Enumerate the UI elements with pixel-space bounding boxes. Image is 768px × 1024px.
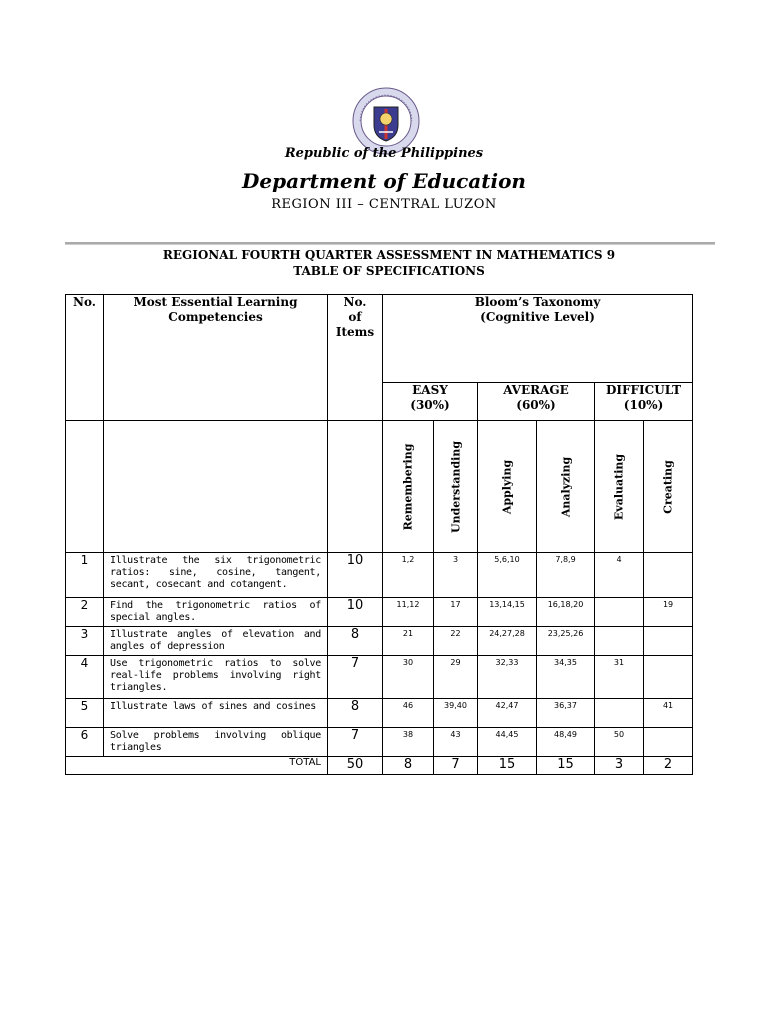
level-remembering: Remembering (401, 443, 415, 530)
bloom-header-line1: Bloom’s Taxonomy (474, 295, 601, 309)
total-applying: 15 (478, 757, 537, 775)
total-understanding: 7 (434, 757, 478, 775)
evaluating-items: 50 (595, 728, 644, 757)
table-row (66, 598, 693, 627)
total-items: 50 (328, 757, 383, 775)
level-remembering-cell (383, 421, 434, 553)
department-heading: Department of Education (242, 169, 526, 193)
competency-text: Use trigonometric ratios to solve real-life problems involving right triangles. (104, 656, 328, 699)
level-analyzing: Analyzing (559, 456, 572, 517)
levels-row-items-blank (328, 421, 383, 553)
competencies-header (104, 295, 328, 421)
item-count: 10 (328, 553, 383, 598)
table-row (66, 553, 693, 598)
analyzing-items: 48,49 (537, 728, 595, 757)
remembering-items: 38 (383, 728, 434, 757)
competencies-header-line2: Competencies (168, 310, 263, 324)
row-number: 5 (66, 699, 104, 728)
total-remembering: 8 (383, 757, 434, 775)
items-header (328, 295, 383, 421)
easy-header-line2: (30%) (410, 398, 450, 412)
difficult-header (595, 383, 693, 421)
applying-items: 44,45 (478, 728, 537, 757)
document-title: REGIONAL FOURTH QUARTER ASSESSMENT IN MATHEMATICS 9 (162, 248, 616, 262)
republic-heading: Republic of the Philippines (284, 146, 484, 161)
easy-header (383, 383, 478, 421)
level-understanding: Understanding (449, 440, 462, 533)
levels-row-competency-blank (104, 421, 328, 553)
competencies-header-line1: Most Essential Learning (133, 295, 298, 309)
item-count: 7 (328, 728, 383, 757)
applying-items: 24,27,28 (478, 627, 537, 656)
item-count: 8 (328, 699, 383, 728)
items-header-line1: No. (343, 295, 367, 309)
evaluating-items: 31 (595, 656, 644, 699)
applying-items: 42,47 (478, 699, 537, 728)
level-applying: Applying (500, 459, 514, 514)
row-number: 3 (66, 627, 104, 656)
item-count: 10 (328, 598, 383, 627)
bloom-header (383, 295, 693, 383)
level-applying-cell (478, 421, 537, 553)
total-analyzing: 15 (537, 757, 595, 775)
evaluating-items: 4 (595, 553, 644, 598)
applying-items: 13,14,15 (478, 598, 537, 627)
difficult-header-line2: (10%) (623, 398, 664, 412)
competency-text: Illustrate angles of elevation and angles of depression (104, 627, 328, 656)
items-header-line2: of (348, 310, 362, 324)
deped-seal-logo (352, 87, 420, 155)
difficult-header-line1: DIFFICULT (606, 383, 682, 397)
analyzing-items: 16,18,20 (537, 598, 595, 627)
row-number: 4 (66, 656, 104, 699)
row-number: 6 (66, 728, 104, 757)
total-row (66, 757, 693, 775)
understanding-items: 39,40 (434, 699, 478, 728)
average-header (478, 383, 595, 421)
level-creating-cell (644, 421, 693, 553)
understanding-items: 3 (434, 553, 478, 598)
analyzing-items: 7,8,9 (537, 553, 595, 598)
evaluating-items (595, 598, 644, 627)
header-row-1 (66, 295, 693, 383)
levels-row (66, 421, 693, 553)
total-creating: 2 (644, 757, 693, 775)
level-understanding-cell (434, 421, 478, 553)
competency-text: Solve problems involving oblique triangles (104, 728, 328, 757)
understanding-items: 29 (434, 656, 478, 699)
competency-text: Illustrate the six trigonometric ratios: sine, cosine, tangent, secant, cosecant and cotangent. (104, 553, 328, 598)
applying-items: 32,33 (478, 656, 537, 699)
understanding-items: 43 (434, 728, 478, 757)
remembering-items: 30 (383, 656, 434, 699)
analyzing-items: 36,37 (537, 699, 595, 728)
level-evaluating-cell (595, 421, 644, 553)
item-count: 7 (328, 656, 383, 699)
levels-row-no-blank (66, 421, 104, 553)
total-label: TOTAL (66, 757, 328, 775)
row-number: 2 (66, 598, 104, 627)
table-row (66, 699, 693, 728)
header-divider (65, 242, 715, 245)
analyzing-items: 23,25,26 (537, 627, 595, 656)
remembering-items: 21 (383, 627, 434, 656)
easy-header-line1: EASY (412, 383, 448, 397)
bloom-header-line2: (Cognitive Level) (480, 310, 595, 324)
no-header: No. (66, 295, 104, 421)
remembering-items: 1,2 (383, 553, 434, 598)
creating-items: 41 (644, 699, 693, 728)
table-row (66, 728, 693, 757)
understanding-items: 17 (434, 598, 478, 627)
specifications-table (65, 294, 693, 775)
remembering-items: 11,12 (383, 598, 434, 627)
item-count: 8 (328, 627, 383, 656)
creating-items (644, 553, 693, 598)
level-evaluating: Evaluating (612, 453, 626, 520)
analyzing-items: 34,35 (537, 656, 595, 699)
region-heading: REGION III – CENTRAL LUZON (271, 197, 497, 212)
row-number: 1 (66, 553, 104, 598)
total-evaluating: 3 (595, 757, 644, 775)
evaluating-items (595, 699, 644, 728)
creating-items (644, 728, 693, 757)
competency-text: Illustrate laws of sines and cosines (104, 699, 328, 728)
average-header-line2: (60%) (516, 398, 556, 412)
creating-items: 19 (644, 598, 693, 627)
creating-items (644, 627, 693, 656)
items-header-line3: Items (335, 325, 375, 339)
applying-items: 5,6,10 (478, 553, 537, 598)
understanding-items: 22 (434, 627, 478, 656)
level-creating: Creating (661, 459, 675, 514)
average-header-line1: AVERAGE (503, 383, 569, 397)
document-subtitle: TABLE OF SPECIFICATIONS (293, 264, 485, 278)
competency-text: Find the trigonometric ratios of special angles. (104, 598, 328, 627)
creating-items (644, 656, 693, 699)
evaluating-items (595, 627, 644, 656)
level-analyzing-cell (537, 421, 595, 553)
table-row (66, 656, 693, 699)
table-row (66, 627, 693, 656)
remembering-items: 46 (383, 699, 434, 728)
